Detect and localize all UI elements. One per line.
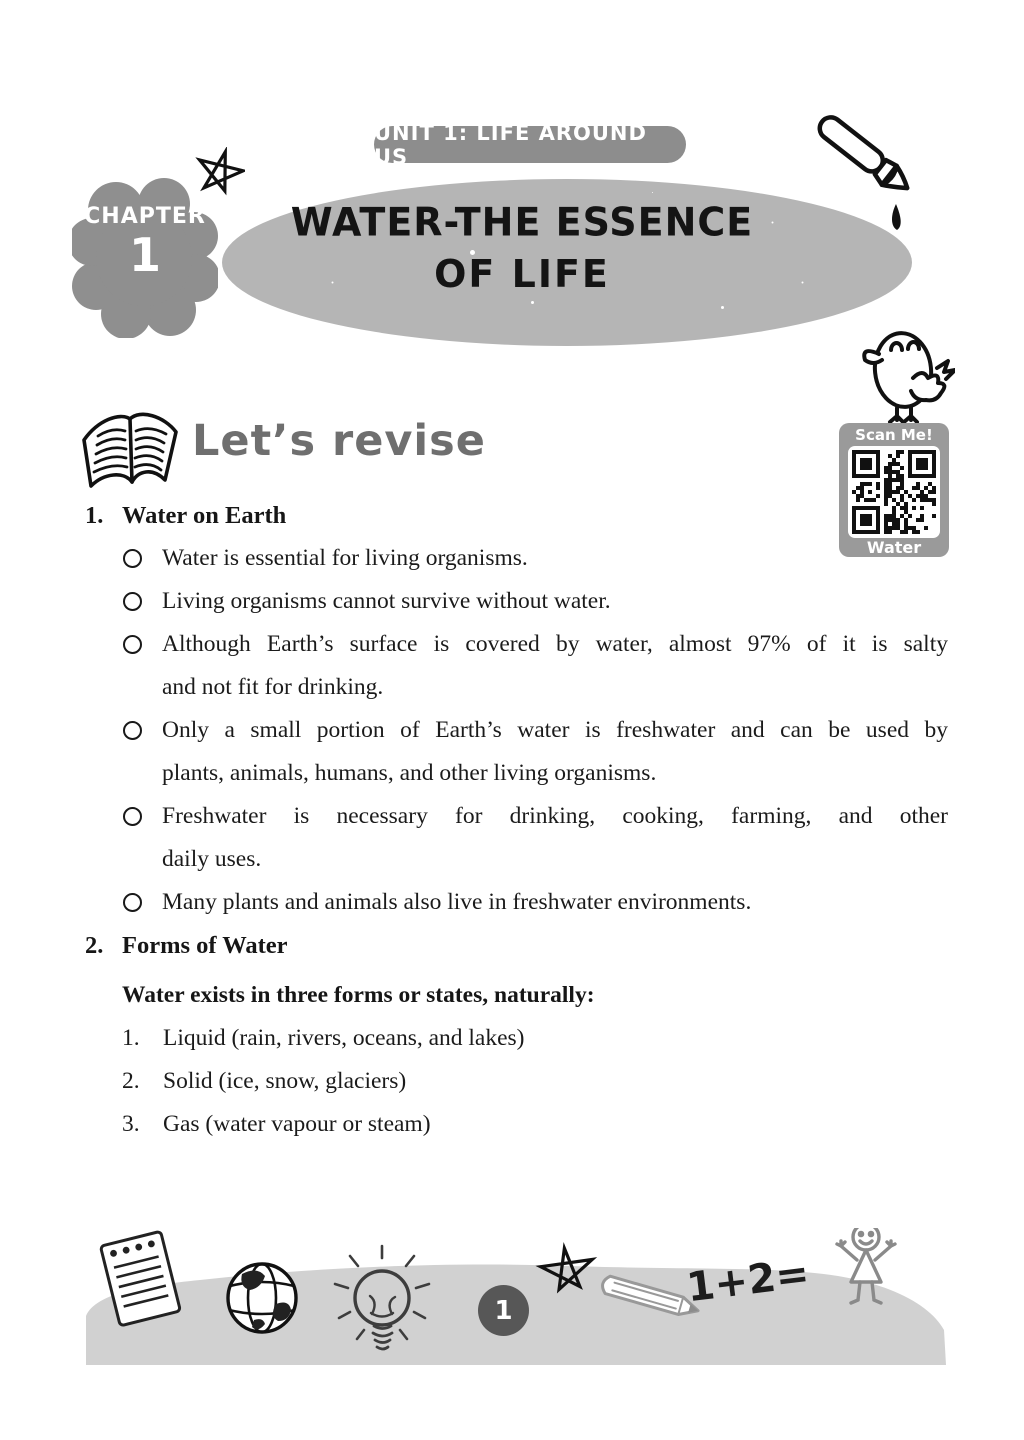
list-item: [85, 580, 951, 623]
list-item: [85, 795, 951, 881]
unit-banner-label: UNIT 1: LIFE AROUND US: [374, 120, 647, 169]
section-heading-water-on-earth: [85, 494, 951, 537]
bullet-circle-icon: [123, 549, 142, 568]
section-title: Water on Earth: [122, 502, 287, 529]
chapter-number: 1: [128, 228, 161, 282]
bullet-circle-icon: [123, 721, 142, 740]
list-item: [85, 881, 951, 924]
paintbrush-icon: [792, 108, 927, 253]
section-intro: Water exists in three forms or states, naturally:: [122, 982, 595, 1008]
numbered-item: [85, 1060, 951, 1103]
bullet-circle-icon: [123, 807, 142, 826]
page-number-badge: [478, 1285, 529, 1336]
bullet-text: and not fit for drinking.: [162, 674, 384, 700]
math-doodle-text: 1+2=: [684, 1250, 812, 1312]
item-number: 2.: [122, 1068, 140, 1094]
bullet-text: Freshwater is necessary for drinking, cooking, farming, and other: [162, 803, 948, 829]
bullet-circle-icon: [123, 635, 142, 654]
section-title: Forms of Water: [122, 932, 288, 959]
page-content: [85, 494, 951, 1146]
bullet-text: Water is essential for living organisms.: [162, 545, 528, 571]
bullet-text: Although Earth’s surface is covered by water, almost 97% of it is salty: [162, 631, 948, 657]
item-number: 3.: [122, 1111, 140, 1137]
bullet-text: Many plants and animals also live in freshwater environments.: [162, 889, 752, 915]
qr-caption: Water: [866, 538, 922, 557]
bullet-circle-icon: [123, 592, 142, 611]
qr-scan-label: Scan Me!: [855, 426, 933, 444]
item-text: Solid (ice, snow, glaciers): [163, 1068, 407, 1094]
bullet-text: Living organisms cannot survive without water.: [162, 588, 611, 614]
chapter-label: CHAPTER: [84, 204, 206, 229]
globe-icon: [228, 1264, 296, 1332]
page-number: 1: [494, 1295, 513, 1326]
item-number: 1.: [122, 1025, 140, 1051]
unit-banner: [374, 120, 686, 169]
bullet-circle-icon: [123, 893, 142, 912]
list-item: [85, 709, 951, 795]
chapter-title-line1: WATER-THE ESSENCE: [290, 199, 754, 245]
bullet-text: plants, animals, humans, and other living organisms.: [162, 760, 657, 786]
chapter-title: [232, 196, 812, 300]
revise-heading: Let’s revise: [192, 416, 486, 466]
open-book-icon: [74, 392, 186, 496]
item-text: Liquid (rain, rivers, oceans, and lakes): [163, 1025, 525, 1051]
section-heading-forms-of-water: [85, 924, 951, 967]
numbered-item: [85, 1017, 951, 1060]
section-number: 2.: [85, 932, 104, 959]
bird-icon: [851, 318, 955, 424]
numbered-item: [85, 1103, 951, 1146]
list-item: [85, 537, 951, 580]
item-text: Gas (water vapour or steam): [163, 1111, 431, 1137]
list-item: [85, 623, 951, 709]
chapter-title-line2: OF LIFE: [434, 252, 610, 296]
section-number: 1.: [85, 502, 104, 529]
bullet-text: daily uses.: [162, 846, 262, 872]
chapter-badge: [72, 174, 218, 338]
bullet-text: Only a small portion of Earth’s water is freshwater and can be used by: [162, 717, 948, 743]
